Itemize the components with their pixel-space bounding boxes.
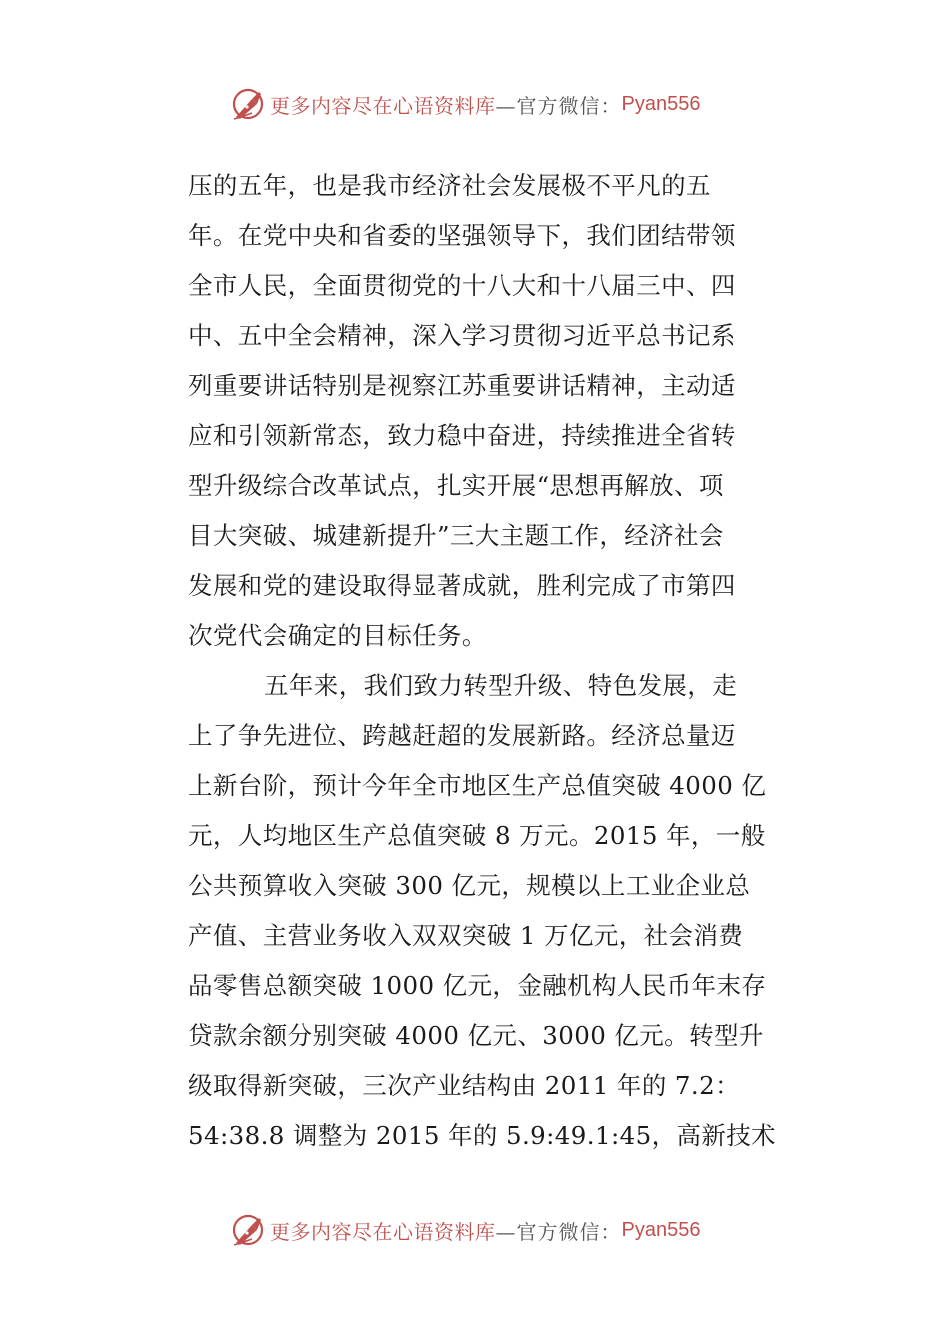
paragraph-1 xyxy=(188,161,762,661)
text-line: 上了争先进位、跨越赶超的发展新路。经济总量迈 xyxy=(188,721,736,750)
header-banner xyxy=(230,86,700,122)
text-line: 公共预算收入突破 300 亿元，规模以上工业企业总 xyxy=(188,871,751,900)
text-line: 目大突破、城建新提升”三大主题工作，经济社会 xyxy=(188,521,724,550)
banner-wechat-id: Pyan556 xyxy=(621,92,701,115)
text-line: 产值、主营业务收入双双突破 1 万亿元，社会消费 xyxy=(188,921,744,950)
text-line: 五年来，我们致力转型升级、特色发展，走 xyxy=(264,671,738,700)
footer-banner xyxy=(230,1212,700,1248)
text-line: 列重要讲话特别是视察江苏重要讲话精神，主动适 xyxy=(188,371,736,400)
banner-wechat-text: —官方微信： xyxy=(495,1219,622,1244)
pen-nib-circle-icon xyxy=(230,86,266,122)
banner-wechat-text: —官方微信： xyxy=(495,93,622,118)
paragraph-2 xyxy=(188,661,777,1161)
text-line: 贷款余额分别突破 4000 亿元、3000 亿元。转型升 xyxy=(188,1021,764,1050)
text-line: 元，人均地区生产总值突破 8 万元。2015 年，一般 xyxy=(188,821,766,850)
text-line: 品零售总额突破 1000 亿元，金融机构人民币年末存 xyxy=(188,971,767,1000)
pen-nib-circle-icon xyxy=(230,1212,266,1248)
text-line: 级取得新突破，三次产业结构由 2011 年的 7.2： xyxy=(188,1071,740,1100)
text-line: 次党代会确定的目标任务。 xyxy=(188,621,487,650)
text-line: 发展和党的建设取得显著成就，胜利完成了市第四 xyxy=(188,571,736,600)
banner-site-text: 更多内容尽在心语资料库 xyxy=(270,93,496,118)
text-line: 中、五中全会精神，深入学习贯彻习近平总书记系 xyxy=(188,321,736,350)
text-line: 应和引领新常态，致力稳中奋进，持续推进全省转 xyxy=(188,421,736,450)
document-body xyxy=(188,161,777,1161)
text-line: 全市人民，全面贯彻党的十八大和十八届三中、四 xyxy=(188,271,736,300)
text-line: 年。在党中央和省委的坚强领导下，我们团结带领 xyxy=(188,221,736,250)
banner-site-text: 更多内容尽在心语资料库 xyxy=(270,1219,496,1244)
text-line: 54:38.8 调整为 2015 年的 5.9:49.1:45，高新技术 xyxy=(188,1121,777,1150)
text-line: 压的五年，也是我市经济社会发展极不平凡的五 xyxy=(188,171,711,200)
text-line: 型升级综合改革试点，扎实开展“思想再解放、项 xyxy=(188,471,724,500)
text-line: 上新台阶，预计今年全市地区生产总值突破 4000 亿 xyxy=(188,771,767,800)
banner-wechat-id: Pyan556 xyxy=(621,1218,701,1241)
